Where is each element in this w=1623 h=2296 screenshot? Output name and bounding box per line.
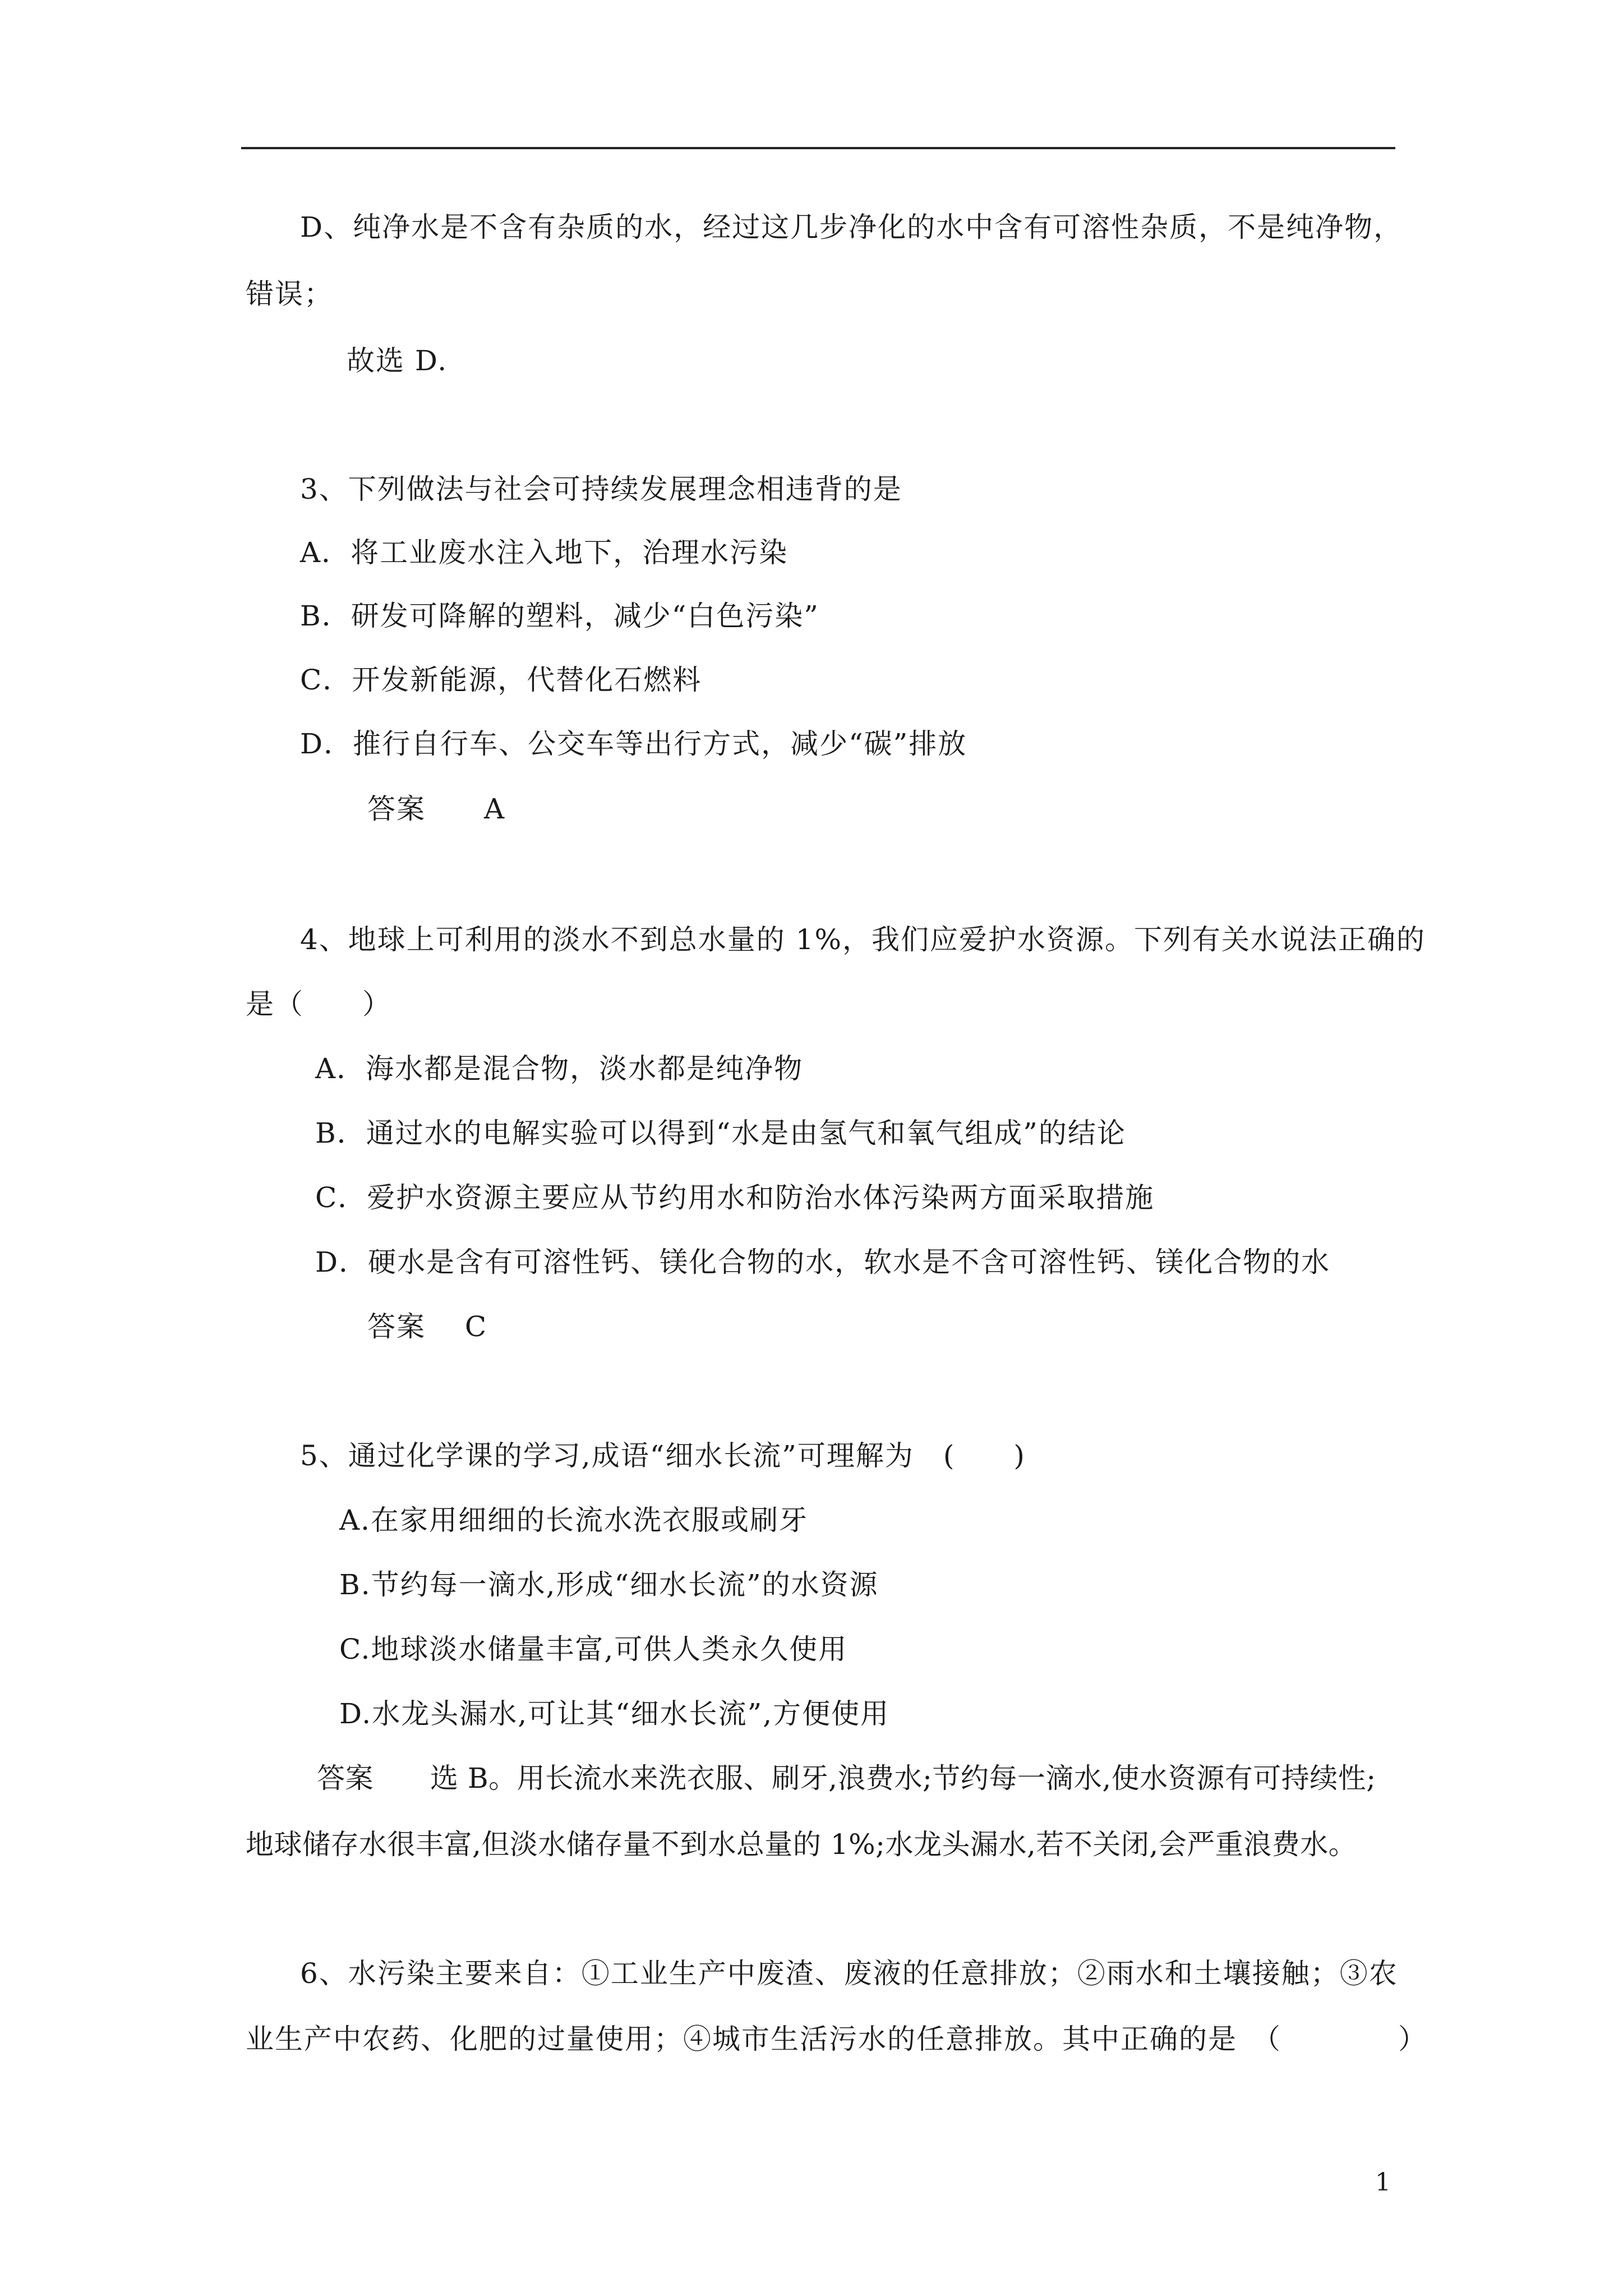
q5-answer: 答案 选 B。用长流水来洗衣服、刷牙,浪费水;节约每一滴水,使水资源有可持续性; bbox=[317, 1762, 1376, 1795]
q2-option-d: D、纯净水是不含有杂质的水，经过这几步净化的水中含有可溶性杂质，不是纯净物， bbox=[300, 211, 1403, 243]
q5-stem: 5、通过化学课的学习,成语“细水长流”可理解为 ( ) bbox=[300, 1439, 1026, 1472]
q2-option-d-continued: 错误； bbox=[246, 278, 333, 310]
q6-stem: 6、水污染主要来自：①工业生产中废渣、废液的任意排放；②雨水和土壤接触；③农 bbox=[300, 1957, 1398, 1990]
q5-option-d: D.水龙头漏水,可让其“细水长流”,方便使用 bbox=[339, 1697, 890, 1730]
q3-option-b: B．研发可降解的塑料，减少“白色污染” bbox=[300, 600, 819, 632]
q4-stem-continued: 是（ ） bbox=[246, 988, 391, 1020]
q3-answer: 答案 A bbox=[367, 793, 506, 825]
q3-option-c: C．开发新能源，代替化石燃料 bbox=[300, 664, 702, 696]
q5-option-a: A.在家用细细的长流水洗衣服或刷牙 bbox=[339, 1504, 809, 1536]
q4-option-b: B．通过水的电解实验可以得到“水是由氢气和氧气组成”的结论 bbox=[315, 1117, 1126, 1149]
q5-option-c: C.地球淡水储量丰富,可供人类永久使用 bbox=[339, 1633, 848, 1665]
q4-answer: 答案 C bbox=[367, 1310, 488, 1343]
q3-option-a: A．将工业废水注入地下，治理水污染 bbox=[300, 536, 789, 569]
q4-option-d: D．硬水是含有可溶性钙、镁化合物的水，软水是不含可溶性钙、镁化合物的水 bbox=[315, 1246, 1331, 1278]
header-rule bbox=[241, 147, 1395, 149]
q3-option-d: D．推行自行车、公交车等出行方式，减少“碳”排放 bbox=[300, 728, 967, 760]
q4-option-a: A．海水都是混合物，淡水都是纯净物 bbox=[315, 1052, 804, 1085]
q3-stem: 3、下列做法与社会可持续发展理念相违背的是 bbox=[300, 473, 902, 505]
q5-answer-continued: 地球储存水很丰富,但淡水储存量不到水总量的 1%;水龙头漏水,若不关闭,会严重浪费水。 bbox=[246, 1828, 1357, 1861]
q6-stem-continued: 业生产中农药、化肥的过量使用；④城市生活污水的任意排放。其中正确的是 （ ） bbox=[246, 2023, 1427, 2055]
q4-option-c: C．爱护水资源主要应从节约用水和防治水体污染两方面采取措施 bbox=[315, 1181, 1155, 1214]
page-number: 1 bbox=[1375, 2168, 1391, 2197]
q4-stem: 4、地球上可利用的淡水不到总水量的 1%，我们应爱护水资源。下列有关水说法正确的 bbox=[300, 923, 1426, 956]
q2-conclusion: 故选 D. bbox=[347, 344, 448, 377]
q5-option-b: B.节约每一滴水,形成“细水长流”的水资源 bbox=[339, 1568, 879, 1601]
